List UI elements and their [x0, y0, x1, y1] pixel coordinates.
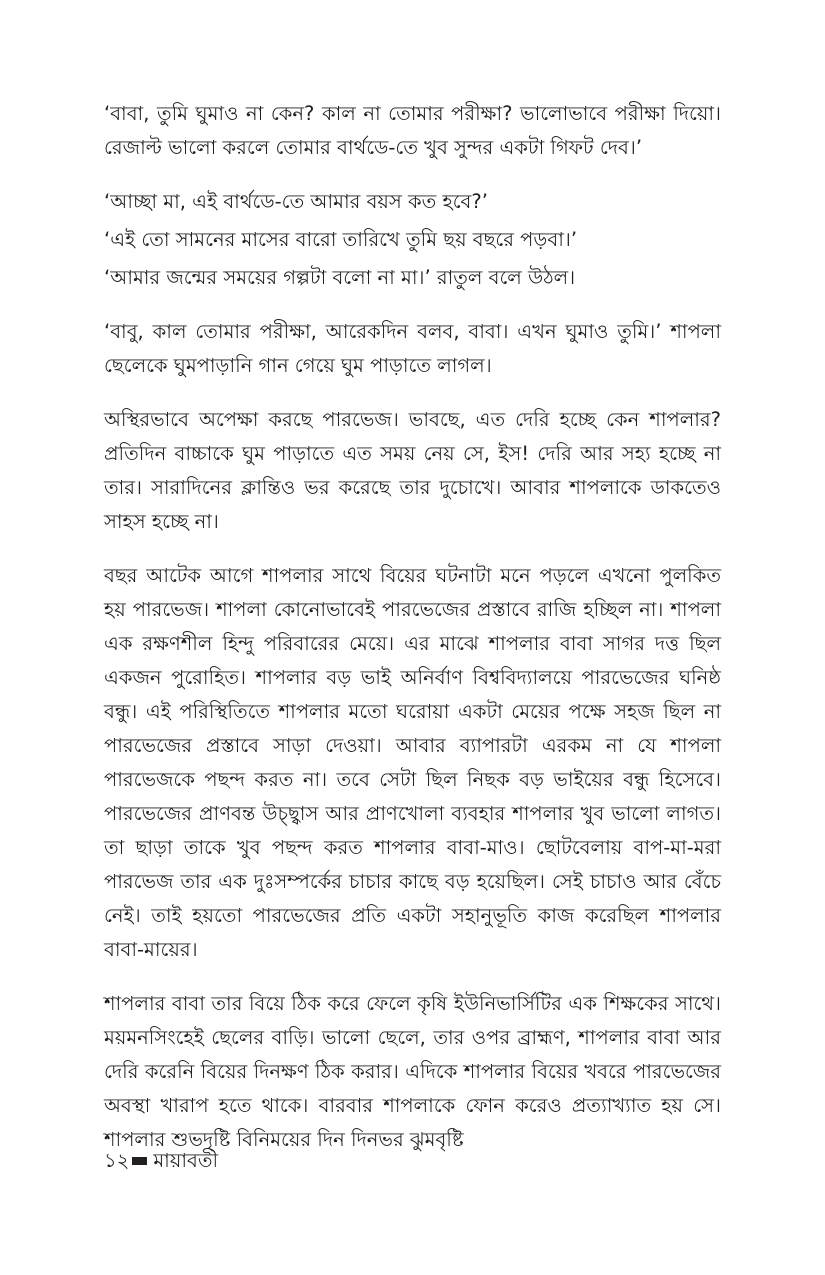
- paragraph-4: ‘আমার জন্মের সময়ের গল্পটা বলো না মা।’ রাতুল বলে উঠল।: [104, 266, 576, 289]
- page-number: ১২: [104, 1149, 130, 1172]
- page-footer: [104, 1146, 218, 1176]
- running-title: মায়াবতী: [153, 1149, 219, 1172]
- paragraph-1: ‘বাবা, তুমি ঘুমাও না কেন? কাল না তোমার পরীক্ষা? ভালোভাবে পরীক্ষা দিয়ো। রেজাল্ট ভালো করলে তোমার বার্থডে-তে খুব সুন্দর একটা গিফট দেব।’: [104, 102, 721, 159]
- body-text: [104, 97, 721, 1177]
- paragraph-3: ‘এই তো সামনের মাসের বারো তারিখে তুমি ছয় বছরে পড়বা।’: [104, 228, 578, 251]
- paragraph-5: ‘বাবু, কাল তোমার পরীক্ষা, আরেকদিন বলব, বাবা। এখন ঘুমাও তুমি।’ শাপলা ছেলেকে ঘুমপাড়ানি গান গেয়ে ঘুম পাড়াতে লাগল।: [104, 320, 721, 377]
- folio-separator: [132, 1157, 147, 1165]
- paragraph-7: বছর আটেক আগে শাপলার সাথে বিয়ের ঘটনাটা মনে পড়লে এখনো পুলকিত হয় পারভেজ। শাপলা কোনোভাবেই পারভেজের প্রস্তাবে রাজি হচ্ছিল না। শাপলা এক রক্ষণশীল হিন্দু পরিবারের মেয়ে। এর মাঝে শাপলার বাবা সাগর দত্ত ছিল একজন পুরোহিত। শাপলার বড় ভাই অনির্বাণ বিশ্ববিদ্যালয়ে পারভেজের ঘনিষ্ঠ বন্ধু। এই পরিস্থিতিতে শাপলার মতো ঘরোয়া একটা মেয়ের পক্ষে সহজ ছিল না পারভেজের প্রস্তাবে সাড়া দেওয়া। আবার ব্যাপারটা এরকম না যে শাপলা পারভেজকে পছন্দ করত না। তবে সেটা ছিল নিছক বড় ভাইয়ের বন্ধু হিসেবে। পারভেজের প্রাণবন্ত উচ্ছ্বাস আর প্রাণখোলা ব্যবহার শাপলার খুব ভালো লাগত। তা ছাড়া তাকে খুব পছন্দ করত শাপলার বাবা-মাও। ছোটবেলায় বাপ-মা-মরা পারভেজ তার এক দুঃসম্পর্কের চাচার কাছে বড় হয়েছিল। সেই চাচাও আর বেঁচে নেই। তাই হয়তো পারভেজের প্রতি একটা সহানুভূতি কাজ করেছিল শাপলার বাবা-মায়ের।: [104, 564, 721, 961]
- paragraph-8: শাপলার বাবা তার বিয়ে ঠিক করে ফেলে কৃষি ইউনিভার্সিটির এক শিক্ষকের সাথে। ময়মনসিংহেই ছেলের বাড়ি। ভালো ছেলে, তার ওপর ব্রাহ্মণ, শাপলার বাবা আর দেরি করেনি বিয়ের দিনক্ষণ ঠিক করার। এদিকে শাপলার বিয়ের খবরে পারভেজের অবস্থা খারাপ হতে থাকে। বারবার শাপলাকে ফোন করেও প্রত্যাখ্যাত হয় সে। শাপলার শুভদৃষ্টি বিনিময়ের দিন দিনভর ঝুমবৃষ্টি: [104, 992, 721, 1151]
- paragraph-6: অস্থিরভাবে অপেক্ষা করছে পারভেজ। ভাবছে, এত দেরি হচ্ছে কেন শাপলার? প্রতিদিন বাচ্চাকে ঘুম পাড়াতে এত সময় নেয় সে, ইস! দেরি আর সহ্য হচ্ছে না তার। সারাদিনের ক্লান্তিও ভর করেছে তার দুচোখে। আবার শাপলাকে ডাকতেও সাহস হচ্ছে না।: [104, 408, 721, 533]
- paragraph-2: ‘আচ্ছা মা, এই বার্থডে-তে আমার বয়স কত হবে?’: [104, 190, 488, 213]
